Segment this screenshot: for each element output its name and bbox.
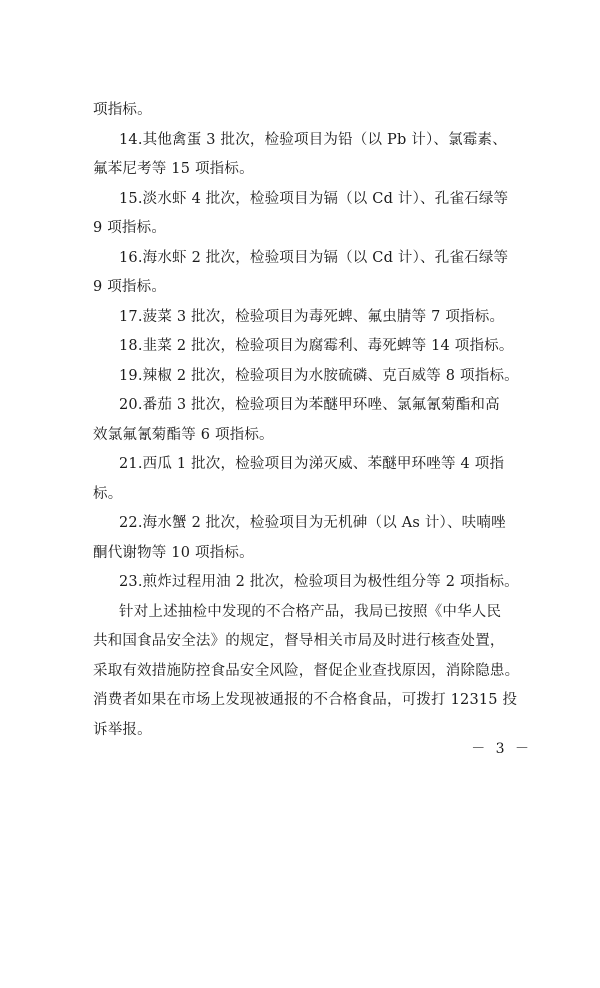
closing-line-4: 消费者如果在市场上发现被通报的不合格食品，可拨打 12315 投	[93, 692, 518, 708]
item-14-line-2: 氟苯尼考等 15 项指标。	[93, 161, 254, 177]
item-14-line-1: 14.其他禽蛋 3 批次，检验项目为铅（以 Pb 计）、氯霉素、	[119, 131, 507, 148]
item-19: 19.辣椒 2 批次，检验项目为水胺硫磷、克百威等 8 项指标。	[119, 367, 519, 384]
line-continuation: 项指标。	[93, 102, 152, 118]
closing-line-5: 诉举报。	[93, 721, 152, 738]
item-22-line-1: 22.海水蟹 2 批次，检验项目为无机砷（以 As 计）、呋喃唑	[119, 515, 506, 531]
item-16-line-2: 9 项指标。	[93, 279, 167, 295]
closing-line-3: 采取有效措施防控食品安全风险，督促企业查找原因，消除隐患。	[93, 662, 520, 679]
item-23: 23.煎炸过程用油 2 批次，检验项目为极性组分等 2 项指标。	[119, 574, 519, 590]
page-number: － 3 －	[471, 741, 532, 757]
item-21-line-2: 标。	[93, 485, 123, 502]
closing-line-2: 共和国食品安全法》的规定，督导相关市局及时进行核查处置，	[93, 633, 505, 649]
item-22-line-2: 酮代谢物等 10 项指标。	[93, 544, 254, 561]
item-18: 18.韭菜 2 批次，检验项目为腐霉利、毒死蜱等 14 项指标。	[119, 338, 514, 354]
item-17: 17.菠菜 3 批次，检验项目为毒死蜱、氟虫腈等 7 项指标。	[119, 308, 505, 325]
item-16-line-1: 16.海水虾 2 批次，检验项目为镉（以 Cd 计）、孔雀石绿等	[119, 249, 509, 266]
item-21-line-1: 21.西瓜 1 批次，检验项目为涕灭威、苯醚甲环唑等 4 项指	[119, 456, 505, 472]
item-20-line-2: 效氯氟氰菊酯等 6 项指标。	[93, 426, 274, 443]
document-body	[93, 96, 523, 745]
closing-line-1: 针对上述抽检中发现的不合格产品，我局已按照《中华人民	[119, 603, 502, 620]
item-15-line-2: 9 项指标。	[93, 220, 167, 236]
item-20-line-1: 20.番茄 3 批次，检验项目为苯醚甲环唑、氯氟氰菊酯和高	[119, 397, 500, 413]
item-15-line-1: 15.淡水虾 4 批次，检验项目为镉（以 Cd 计）、孔雀石绿等	[119, 190, 509, 207]
